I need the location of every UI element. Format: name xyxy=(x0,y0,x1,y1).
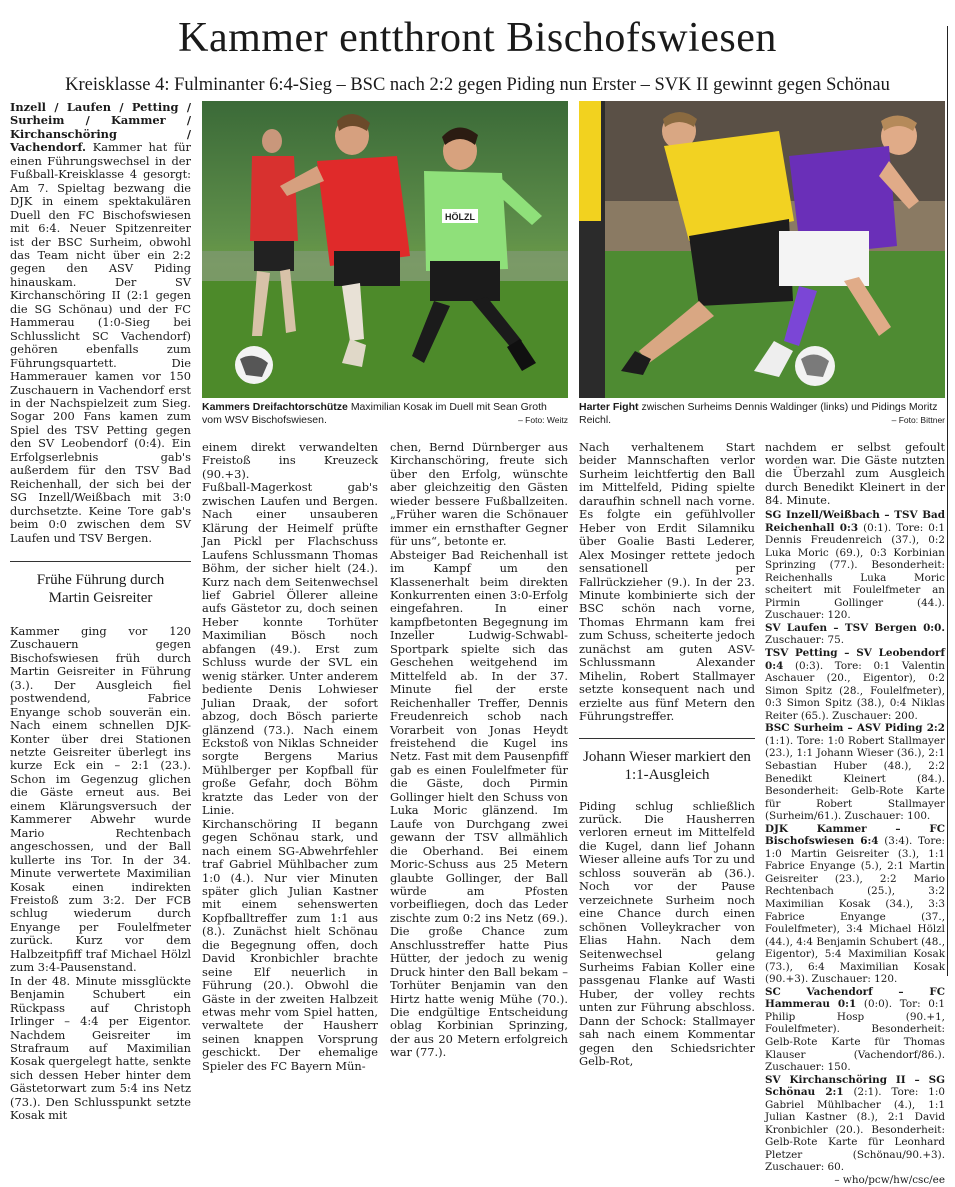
results-list xyxy=(765,509,945,1174)
col5-intro: nachdem er selbst gefoult worden war. Die Gäste nutzten die Überzahl zum Ausgleich durch Benedikt Kleinert in der 84. Minute. xyxy=(765,441,945,507)
column-1 xyxy=(10,101,191,1123)
result-details: (0:0). Tor: 0:1 Philip Hosp (90.+1, Foulelfmeter). Besonderheit: Gelb-Rote Karte für Thomas Klauser (Vachendorf/86.). Zuschauer: 150. xyxy=(765,998,945,1074)
col3-paragraph-2: Absteiger Bad Reichenhall ist im Kampf um den Klassenerhalt beim direkten Konkurrenten einen 3:0-Erfolg eingefahren. In einer kampfbetonten Begegnung im Inzeller Ludwig-Schwabl-Sportpark spielte sich das Geschehen weitgehend im Mittelfeld ab. In der 37. Minute fiel der erste Reichenhaller Treffer, Dennis Freudenreich schob nach Vorarbeit von Jonas Heydt freistehend die Kugel ins Netz. Fast mit dem Pausenpfiff gab es einen Foulelfmeter für die Gäste, doch Pirmin Gollinger hielt den Schuss von Luka Moric glänzend. Im Laufe von Durchgang zwei gewann der TSV allmählich die Oberhand. Bei einem Moric-Schuss aus 25 Metern glaubte Gollinger, der Ball würde am Pfosten vorbeifliegen, doch das Leder zischte zum 0:2 ins Netz (69.). Die große Chance zum Anschlusstreffer hatte Pius Hütter, der jedoch zu wenig Druck hinter den Ball bekam – Torhüter Benjamin van den Hirtz hatte wenig Mühe (70.). Die endgültige Entscheidung oblag Korbinian Sprinzing, der aus 20 Metern erfolgreich war (77.). xyxy=(390,547,568,1060)
col2-paragraph-3: Kirchanschöring II begann gegen Schönau stark, und nach einem SG-Abwehrfehler traf Gabriel Mühlbacher zum 1:0 (4.). Nur vier Minuten später glich Julian Kastner mit einem sehenswerten Kopfballtreffer zum 1:1 aus (8.). Zunächst hielt Schönau die Begegnung offen, doch David Kronbichler brachte seine Elf neuerlich in Führung (20.). Obwohl die Gäste in der zweiten Halbzeit etwas mehr vom Spiel hatten, verwaltete der Hausherr seinen knappen Vorsprung geschickt. Der ehemalige Spieler des FC Bayern Mün- xyxy=(202,816,378,1073)
caption-photo-1 xyxy=(202,401,568,427)
lead-paragraph xyxy=(10,101,191,545)
dateline: Inzell / Laufen / Petting / Surheim / Kammer / Kirchanschöring / Vachendorf. xyxy=(10,100,191,155)
column-2 xyxy=(202,441,378,1073)
photo-surheim-piding xyxy=(579,101,945,398)
col2-paragraph-2: Fußball-Magerkost gab's zwischen Laufen und Bergen. Nach einer unsauberen Klärung der Heimelf prüfte Jan Pickl per Flachschuss Laufens Schlussmann Thomas Böhm, der sicher hielt (24.). Kurz nach dem Seitenwechsel lief Gabriel Öllerer alleine aufs Gästetor zu, doch seinen Heber konnte Torhüter Maximilian Bösch noch abfangen (49.). Erst zum Schluss wurde der SVL ein wenig stärker. Unter anderem bediente Denis Lohwieser Julian Draak, der sofort abzog, doch Bösch parierte glänzend (73.). Nach einem Eckstoß von Niklas Schneider sorgte Bergens Marius Mühlberger per Kopfball für große Gefahr, doch Böhm kratzte das Leder von der Linie. xyxy=(202,480,378,818)
result-entry xyxy=(765,509,945,622)
caption-2-text: zwischen Surheims Dennis Waldinger (links) und Pidings Moritz Reichl. xyxy=(579,401,938,426)
col4-paragraph-2: Piding schlug schließlich zurück. Die Hausherren verloren erneut im Mittelfeld die Kugel, dann lief Johann Wieser alleine aufs Tor zu und schloss souverän ab (36.). Noch vor der Pause verzeichnete Surheim noch eine Chance durch einen schönen Volleykracher von Elias Hahn. Nach dem Seitenwechsel gelang Surheims Fabian Koller eine passgenau Flanke auf Wasti Huber, der volley rechts unten zur Führung abschloss. Dann der Schock: Stallmayer sah nach einem Kommentar gegen den Schiedsrichter Gelb-Rot, xyxy=(579,798,755,1069)
intertitle-1: Frühe Führung durch Martin Geisreiter xyxy=(10,561,191,607)
result-details: (0:3). Tore: 0:1 Valentin Aschauer (20., Eigentor), 0:2 Simon Spitz (28., Foulelfmeter), 0:3 Simon Spitz (38.), 0:4 Niklas Reiter (65.). Zuschauer: 200. xyxy=(765,659,945,722)
result-details: (3:4). Tore: 1:0 Martin Geisreiter (3.), 1:1 Fabrice Enyange (5.), 2:1 Martin Geisreiter (23.), 2:2 Mario Rechtenbach (25.), 3:2 Maximilian Kosak (34.), 3:3 Fabrice Enyange (37., Foulelfmeter), 3:4 Michael Hölzl (44.), 4:4 Benjamin Schubert (48., Eigentor), 5:4 Maximilian Kosak (73.), 6:4 Maximilian Kosak (90.+3). Zuschauer: 120. xyxy=(765,835,945,986)
lead-text: Kammer hat für einen Führungswechsel in der Fußball-Kreisklasse 4 gesorgt: Am 7. Spieltag bezwang die DJK in einem spektakulären Duell den FC Bischofswiesen mit 6:4. Neuer Spitzenreiter ist der BSC Surheim, obwohl das Team nicht über ein 2:2 gegen den ASV Piding hinauskam. Der SV Kirchanschöring II (2:1 gegen die SG Schönau) und der FC Hammerau (1:0-Sieg bei Schlusslicht SC Vachendorf) gehören ebenfalls zum Führungsquartett. Die Hammerauer kamen vor 150 Zuschauern in Vachendorf erst in der Nachspielzeit zum Sieg. Sogar 200 Fans kamen zum Spiel des TSV Petting gegen den SV Leobendorf (0:4). Ein Erfolgserlebnis gab's außerdem für den TSV Bad Reichenhall, der sich bei der SG Inzell/Weißbach mit 3:0 durchsetzte. Keine Tore gab's beim 0:0 zwischen dem SV Laufen und TSV Bergen. xyxy=(10,140,191,545)
result-entry xyxy=(765,1074,945,1174)
column-divider xyxy=(947,26,948,976)
photo-kosak-duel xyxy=(202,101,568,398)
photo-1-image xyxy=(202,101,568,398)
col3-paragraph-1: chen, Bernd Dürnberger aus Kirchanschöring, freute sich über den Erfolg, wünschte aber gleichzeitig den Gästen wieder bessere Fußballzeiten. „Früher waren die Schönauer immer ein ernsthafter Gegner für uns“, betonte er. xyxy=(390,440,568,549)
col2-paragraph-1: einem direkt verwandelten Freistoß ins Kreuzeck (90.+3). xyxy=(202,440,378,481)
subheadline: Kreisklasse 4: Fulminanter 6:4-Sieg – BSC nach 2:2 gegen Piding nun Erster – SVK II gewinnt gegen Schönau xyxy=(65,75,890,95)
result-headline: SV Laufen – TSV Bergen 0:0. xyxy=(765,621,945,634)
result-entry xyxy=(765,823,945,986)
caption-photo-2 xyxy=(579,401,945,427)
results-box xyxy=(765,441,945,1187)
caption-2-bold: Harter Fight xyxy=(579,401,639,413)
headline: Kammer entthront Bischofswiesen xyxy=(178,15,777,61)
result-headline: TSV Petting – SV Leobendorf 0:4 xyxy=(765,647,945,672)
result-details: (0:1). Tore: 0:1 Dennis Freudenreich (37.), 0:2 Luka Moric (69.), 0:3 Korbinian Sprinzing (77.). Besonderheit: Reichenhalls Luka Moric scheitert mit Foulelfmeter an Pirmin Gollinger (44.). Zuschauer: 120. xyxy=(765,521,945,622)
col1-paragraph-1: Kammer ging vor 120 Zuschauern gegen Bischofswiesen früh durch Martin Geisreiter in Führung (3.). Der Ausgleich fiel postwendend, Fabrice Enyange schob souverän ein. Nach einem schnellen DJK-Konter über drei Stationen netzte Geisreiter überlegt ins kurze Eck ein – 2:1 (23.). Schon im Gegenzug glichen die Gäste erneut aus. Bei einem Klärungsversuch der Kammerer Abwehr wurde Mario Rechtenbach angeschossen, und der Ball kullerte ins Tor. In der 34. Minute verwertete Maximilian Kosak einen indirekten Freistoß zum 3:2. Der FCB schlug wiederum durch Enyange per Foulelfmeter zurück. Kurz vor dem Halbzeitpfiff traf Michael Hölzl zum 3:4-Pausenstand. xyxy=(10,623,191,975)
caption-1-credit: – Foto: Weitz xyxy=(518,415,568,425)
col4-paragraph-1: Nach verhaltenem Start beider Mannschaften verlor Surheim leichtfertig den Ball im Mittelfeld, Piding spielte daraufhin schnell nach vorne. Es folgte ein gefühlvoller Heber von Erdit Silamniku über Goalie Basti Lederer, Alex Mosinger rettete jedoch sensationell per Fallrückzieher (9.). In der 23. Minute kombinierte sich der BSC schön nach vorne, Thomas Ehrmann kam frei zum Schuss, scheiterte jedoch zunächst am guten ASV-Schlussmann Alexander Mihelin, Robert Stallmayer setzte konsequent nach und erzielte aus fünf Metern den Führungstreffer. xyxy=(579,440,755,724)
photo-2-image xyxy=(579,101,945,398)
signature: – who/pcw/hw/csc/ee xyxy=(834,1174,945,1186)
result-headline: DJK Kammer – FC Bischofswiesen 6:4 xyxy=(765,822,945,848)
result-headline: SC Vachendorf – FC Hammerau 0:1 xyxy=(765,985,945,1011)
result-entry xyxy=(765,722,945,822)
caption-2-credit: – Foto: Bittner xyxy=(891,415,945,425)
column-3 xyxy=(390,441,568,1060)
column-4 xyxy=(579,441,755,1069)
intertitle-2: Johann Wieser markiert den 1:1-Ausgleich xyxy=(579,738,755,784)
result-headline: BSC Surheim – ASV Piding 2:2 xyxy=(765,722,945,735)
result-details: Zuschauer: 75. xyxy=(765,634,845,647)
sponsor-text: HÖLZL xyxy=(445,212,475,222)
result-headline: SV Kirchanschöring II – SG Schönau 2:1 xyxy=(765,1073,945,1099)
caption-1-text: Maximilian Kosak im Duell mit Sean Groth vom WSV Bischofswiesen. xyxy=(202,401,547,426)
result-entry xyxy=(765,986,945,1074)
result-headline: SG Inzell/Weißbach – TSV Bad Reichenhall 0:3 xyxy=(765,509,945,534)
caption-1-bold: Kammers Dreifachtorschütze xyxy=(202,401,348,413)
result-entry xyxy=(765,622,945,647)
result-details: (1:1). Tore: 1:0 Robert Stallmayer (23.), 1:1 Johann Wieser (36.), 2:1 Sebastian Huber (48.), 2:2 Benedikt Kleinert (84.). Besonderheit: Gelb-Rote Karte für Robert Stallmayer (Surheim/61.). Zuschauer: 100. xyxy=(765,734,945,823)
result-details: (2:1). Tore: 1:0 Gabriel Mühlbacher (4.), 1:1 Julian Kastner (8.), 2:1 David Kronbichler (20.). Besonderheit: Gelb-Rote Karte für Leonhard Pletzer (Schönau/90.+3). Zuschauer: 60. xyxy=(765,1086,945,1174)
result-entry xyxy=(765,647,945,722)
col1-paragraph-2: In der 48. Minute missglückte Benjamin Schubert ein Rückpass auf Christoph Irlinger – 4:4 per Eigentor. Nachdem Geisreiter im Strafraum auf Maximilian Kosak quergelegt hatte, senkte sich dessen Heber hinter dem Gästetorwart zum 5:4 ins Netz (73.). Den Schlusspunkt setzte Kosak mit xyxy=(10,973,191,1123)
